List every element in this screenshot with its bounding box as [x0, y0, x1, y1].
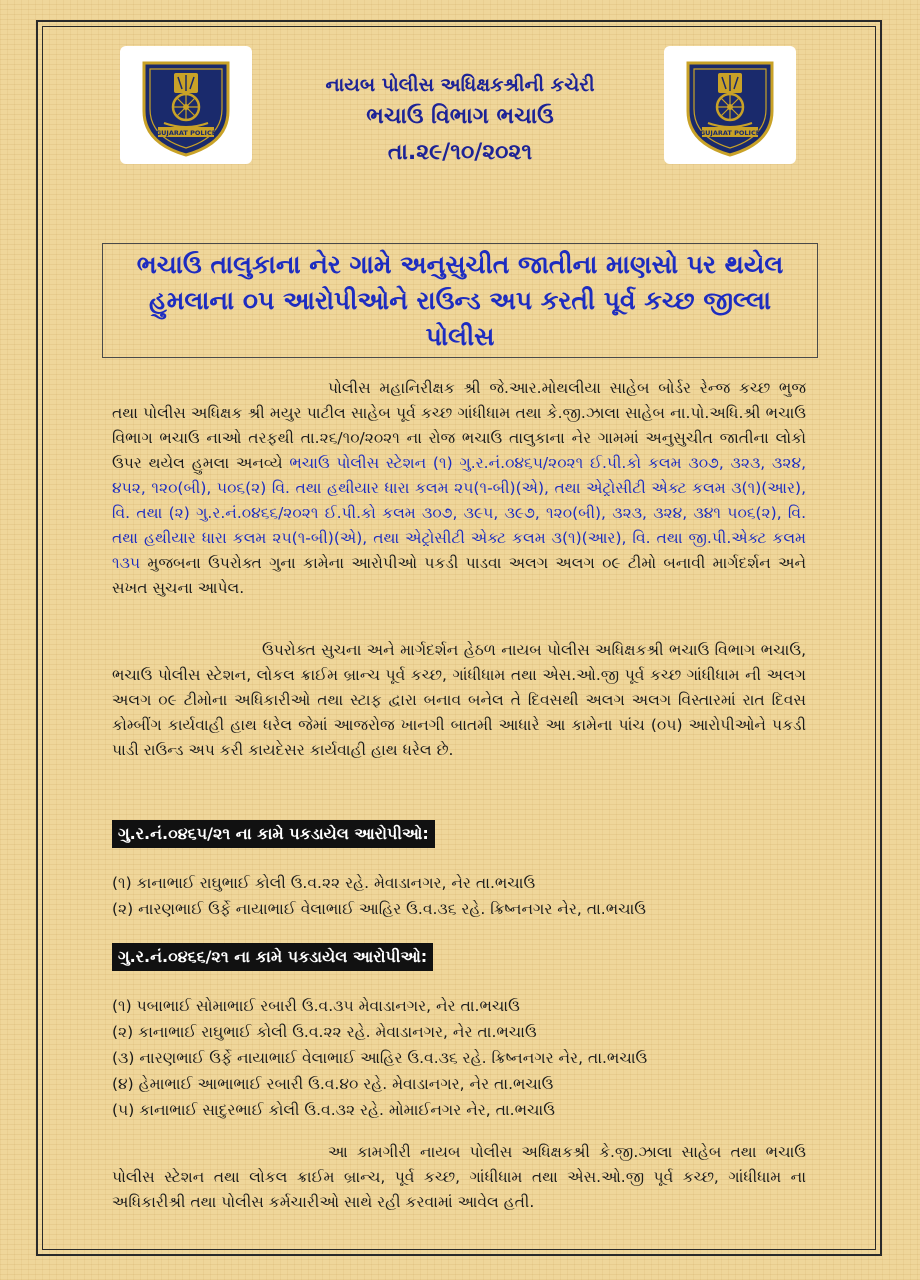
office-name: નાયબ પોલીસ અધિક્ષકશ્રીની કચેરી [325, 74, 595, 96]
logo-text: GUJARAT POLICE [155, 129, 217, 137]
headline-box [102, 243, 818, 358]
list-item: (૨) નારણભાઈ ઉર્ફે નાયાભાઈ વેલાભાઈ આહિર ઉ.વ.૩૬ રહે. ક્રિષ્નનગર નેર, તા.ભચાઉ [112, 900, 647, 918]
office-header [260, 70, 660, 172]
police-emblem-icon [674, 51, 786, 159]
list-item: (૩) નારણભાઈ ઉર્ફે નાયાભાઈ વેલાભાઈ આહિર ઉ.વ.૩૬ રહે. ક્રિષ્નનગર નેર, તા.ભચાઉ [112, 1049, 648, 1067]
paragraph-intro-end: મુજબના ઉપરોક્ત ગુના કામેના આરોપીઓ પકડી પાડવા અલગ અલગ ૦૯ ટીમો બનાવી માર્ગદર્શન અને સખત સુચના આપેલ. [112, 554, 806, 597]
paragraph-intro [112, 376, 806, 601]
list-item: (૨) કાનાભાઈ રાઘુભાઈ કોલી ઉ.વ.૨૨ રહે. મેવાડાનગર, નેર તા.ભચાઉ [112, 1023, 537, 1041]
paragraph-intro-text: પોલીસ મહાનિરીક્ષક શ્રી જે.આર.મોથલીયા સાહેબ બોર્ડર રેન્જ કચ્છ ભુજ તથા પોલીસ અધિક્ષક શ્રી મયુર પાટીલ સાહેબ પૂર્વ કચ્છ ગાંધીધામ તથા કે.જી.ઝાલા સાહેબ ના.પો.અધિ.શ્રી ભચાઉ વિભાગ ભચાઉ નાઓ તરફથી તા.૨૬/૧૦/૨૦૨૧ ના રોજ ભચાઉ તાલુકાના નેર ગામમાં અનુસુચીત જાતીના લોકો ઉપર થયેલ હુમલા અનવ્યે [112, 379, 806, 472]
list-item: (૧) કાનાભાઈ રાઘુભાઈ કોલી ઉ.વ.૨૨ રહે. મેવાડાનગર, નેર તા.ભચાઉ [112, 874, 536, 892]
accused-list-case-0466 [112, 993, 802, 1123]
case-sections-text: ભચાઉ પોલીસ સ્ટેશન (૧) ગુ.ર.નં.૦૪૬૫/૨૦૨૧ ઈ.પી.કો કલમ ૩૦૭, ૩૨૩, ૩૨૪, ૪૫૨, ૧૨૦(બી), ૫૦૬(૨) વિ. તથા હથીયાર ધારા કલમ ૨૫(૧-બી)(એ), તથા એટ્રોસીટી એક્ટ કલમ ૩(૧)(આર), વિ. તથા (૨) ગુ.ર.નં.૦૪૬૬/૨૦૨૧ ઈ.પી.કો કલમ ૩૦૭, ૩૯૫, ૩૯૭, ૧૨૦(બી), ૩૨૩, ૩૨૪, ૩૪૧ ૫૦૬(૨), વિ. તથા હથીયાર ધારા કલમ ૨૫(૧-બી)(એ), તથા એટ્રોસીટી એક્ટ કલમ ૩(૧)(આર), વિ. તથા જી.પી.એક્ટ કલમ ૧૩૫ [112, 454, 806, 572]
paragraph-credits: આ કામગીરી નાયબ પોલીસ અધિક્ષકશ્રી કે.જી.ઝાલા સાહેબ તથા ભચાઉ પોલીસ સ્ટેશન તથા લોકલ ક્રાઈમ બ્રાન્ચ, પૂર્વ કચ્છ, ગાંધીધામ તથા એસ.ઓ.જી પૂર્વ કચ્છ, ગાંધીધામ ના અધિકારીશ્રી તથા પોલીસ કર્મચારીઓ સાથે રહી કરવામાં આવેલ હતી. [112, 1143, 806, 1211]
gujarat-police-logo-right [664, 46, 796, 164]
police-emblem-icon [130, 51, 242, 159]
section-heading-case-0465: ગુ.ર.નં.૦૪૬૫/૨૧ ના કામે પકડાયેલ આરોપીઓ: [112, 820, 435, 848]
list-item: (૫) કાનાભાઈ સાદુરભાઈ કોલી ઉ.વ.૩૨ રહે. મોમાઈનગર નેર, તા.ભચાઉ [112, 1101, 555, 1119]
list-item: (૪) હેમાભાઈ આભાભાઈ રબારી ઉ.વ.૪૦ રહે. મેવાડાનગર, નેર તા.ભચાઉ [112, 1075, 554, 1093]
division-name: ભચાઉ વિભાગ ભચાઉ [366, 104, 554, 129]
logo-text: GUJARAT POLICE [699, 129, 761, 137]
headline: ભચાઉ તાલુકાના નેર ગામે અનુસુચીત જાતીના માણસો પર થયેલ હુમલાના ૦૫ આરોપીઓને રાઉન્ડ અપ કરતી પૂર્વ કચ્છ જીલ્લા પોલીસ [136, 249, 784, 351]
gujarat-police-logo-left [120, 46, 252, 164]
document-date: તા.૨૯/૧૦/૨૦૨૧ [387, 140, 533, 165]
paragraph-action: ઉપરોક્ત સુચના અને માર્ગદર્શન હેઠળ નાયબ પોલીસ અધિક્ષકશ્રી ભચાઉ વિભાગ ભચાઉ, ભચાઉ પોલીસ સ્ટેશન, લોકલ ક્રાઈમ બ્રાન્ચ પૂર્વ કચ્છ, ગાંધીધામ તથા એસ.ઓ.જી પૂર્વ કચ્છ ગાંધીધામ ની અલગ અલગ ૦૯ ટીમોના અધિકારીઓ તથા સ્ટાફ દ્વારા બનાવ બનેલ તે દિવસથી અલગ અલગ વિસ્તારમાં રાત દિવસ કોમ્બીંગ કાર્યવાહી હાથ ધરેલ જેમાં આજરોજ ખાનગી બાતમી આધારે આ કામેના પાંચ (૦૫) આરોપીઓને પકડી પાડી રાઉન્ડ અપ કરી કાયદેસર કાર્યવાહી હાથ ધરેલ છે. [112, 641, 806, 759]
section-heading-case-0466: ગુ.ર.નં.૦૪૬૬/૨૧ ના કામે પકડાયેલ આરોપીઓ: [112, 943, 433, 971]
accused-list-case-0465 [112, 870, 802, 922]
list-item: (૧) પબાભાઈ સોમાભાઈ રબારી ઉ.વ.૩૫ મેવાડાનગર, નેર તા.ભચાઉ [112, 997, 520, 1015]
